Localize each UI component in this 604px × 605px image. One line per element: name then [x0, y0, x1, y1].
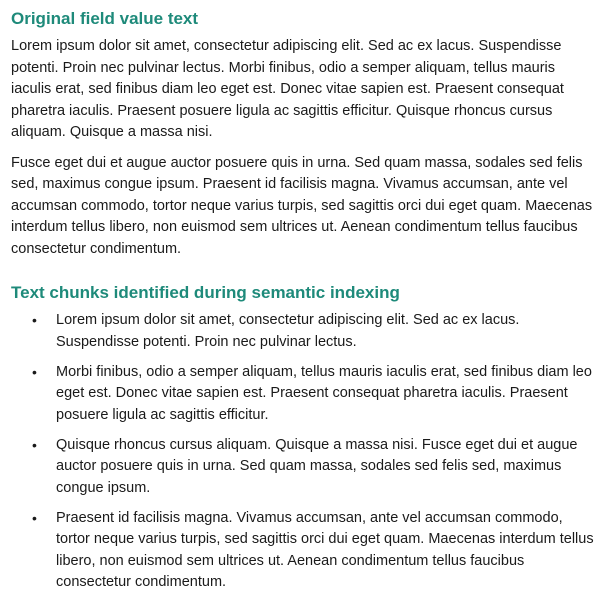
original-field-section: [11, 8, 599, 260]
chunk-text: Morbi finibus, odio a semper aliquam, tellus mauris iaculis erat, sed finibus diam leo eget est. Donec vitae sapien est. Praesent consequat pharetra iaculis. Praesent posuere ligula ac sagittis efficitur.: [56, 363, 592, 423]
chunk-list-item: [32, 508, 599, 594]
chunk-text: Praesent id facilisis magna. Vivamus accumsan, ante vel accumsan commodo, tortor neque varius turpis, sed sagittis orci dui eget quam. Maecenas interdum tellus libero, non euismod sem ultrices ut. Aenean condimentum tellus faucibus consectetur condimentum.: [56, 509, 594, 590]
original-paragraph-2: Fusce eget dui et augue auctor posuere quis in urna. Sed quam massa, sodales sed felis sed, maximus congue ipsum. Praesent id facilisis magna. Vivamus accumsan, ante vel accumsan commodo, tortor neque varius turpis, sed sagittis orci dui eget quam. Maecenas interdum tellus libero, non euismod sem ultrices ut. Aenean condimentum tellus faucibus consectetur condimentum.: [11, 154, 593, 257]
chunk-list-item: [32, 310, 599, 353]
bullet-icon: •: [32, 363, 37, 380]
chunk-list-item: [32, 435, 599, 500]
chunk-list-item: [32, 362, 599, 427]
text-chunks-section: [11, 282, 599, 594]
bullet-icon: •: [32, 436, 37, 453]
original-field-heading: Original field value text: [11, 9, 199, 28]
document-page: [11, 8, 599, 602]
chunk-text: Quisque rhoncus cursus aliquam. Quisque a massa nisi. Fusce eget dui et augue auctor posuere quis in urna. Sed quam massa, sodales sed felis sed, maximus congue ipsum.: [56, 436, 578, 496]
chunk-text: Lorem ipsum dolor sit amet, consectetur adipiscing elit. Sed ac ex lacus. Suspendisse potenti. Proin nec pulvinar lectus.: [56, 312, 520, 350]
text-chunks-heading: Text chunks identified during semantic indexing: [11, 283, 400, 302]
chunk-list: [11, 310, 599, 594]
bullet-icon: •: [32, 312, 37, 328]
original-paragraph-1: Lorem ipsum dolor sit amet, consectetur adipiscing elit. Sed ac ex lacus. Suspendisse potenti. Proin nec pulvinar lectus. Morbi finibus, odio a semper aliquam, tellus mauris iaculis erat, sed finibus diam leo eget est. Donec vitae sapien est. Praesent consequat pharetra iaculis. Praesent posuere ligula ac sagittis efficitur. Quisque rhoncus cursus aliquam. Quisque a massa nisi.: [11, 38, 564, 140]
bullet-icon: •: [32, 509, 37, 526]
